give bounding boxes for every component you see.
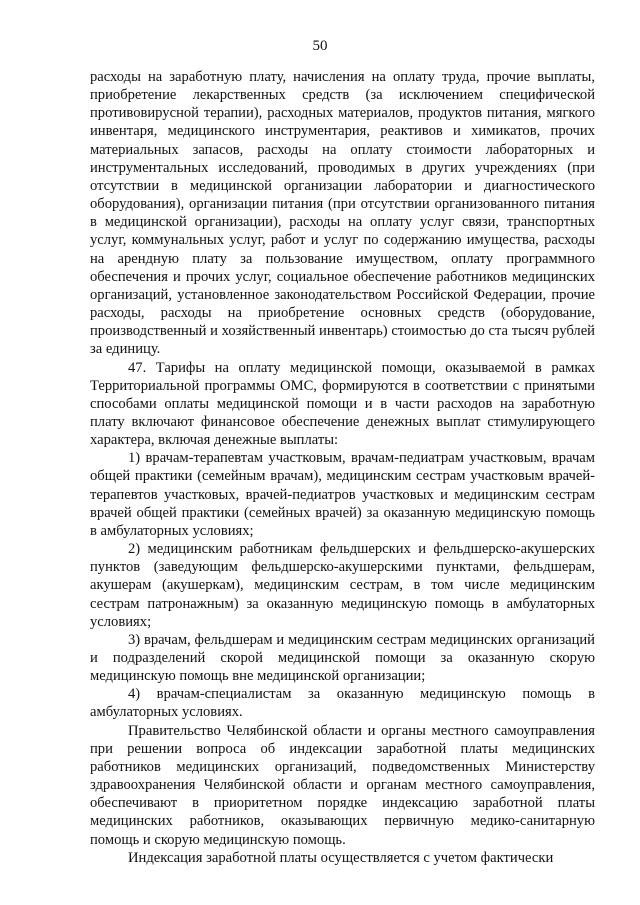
paragraph-item-47: 47. Тарифы на оплату медицинской помощи, оказываемой в рамках Территориальной программы ОМС, формируются в соответствии с принятыми способами оплаты медицинской помощи и в части расходов на заработную плату включают финансовое обеспечение денежных выплат стимулирующего характера, включая денежные выплаты: [90, 359, 595, 449]
paragraph-indexation-continued: Индексация заработной платы осуществляется с учетом фактически [128, 849, 554, 866]
list-item-3: 3) врачам, фельдшерам и медицинским сестрам медицинских организаций и подразделений скорой медицинской помощи за оказанную скорую медицинскую помощь вне медицинской организации; [90, 631, 595, 685]
paragraph-expenses-list: расходы на заработную плату, начисления на оплату труда, прочие выплаты, приобретение лекарственных средств (за исключением специфической противовирусной терапии), расходных материалов, продуктов питания, мягкого инвентаря, медицинского инструментария, реактивов и химикатов, прочих материальных запасов, расходы на оплату стоимости лабораторных и инструментальных исследований, проводимых в других учреждениях (при отсутствии в медицинской организации лаборатории и диагностического оборудования), организации питания (при отсутствии организованного питания в медицинской организации), расходы на оплату услуг связи, транспортных услуг, коммунальных услуг, работ и услуг по содержанию имущества, расходы на арендную плату за пользование имуществом, оплату программного обеспечения и прочих услуг, социальное обеспечение работников медицинских организаций, установленное законодательством Российской Федерации, прочие расходы, расходы на приобретение основных средств (оборудование, производственный и хозяйственный инвентарь) стоимостью до ста тысяч рублей за единицу. [90, 69, 595, 358]
page-number: 50 [312, 38, 328, 54]
paragraph-government-indexation: Правительство Челябинской области и органы местного самоуправления при решении вопроса об индексации заработной платы медицинских работников медицинских организаций, подведомственных Министерству здравоохранения Челябинской области и органам местного самоуправления, обеспечивают в приоритетном порядке индексацию заработной платы медицинских работников, оказывающих первичную медико-санитарную помощь и скорую медицинскую помощь. [90, 722, 595, 848]
document-body [90, 68, 595, 867]
list-item-1: 1) врачам-терапевтам участковым, врачам-педиатрам участковым, врачам общей практики (семейным врачам), медицинским сестрам участковым врачей-терапевтов участковых, врачей-педиатров участковых и медицинским сестрам врачей общей практики (семейных врачей) за оказанную медицинскую помощь в амбулаторных условиях; [90, 450, 595, 539]
list-item-4: 4) врачам-специалистам за оказанную медицинскую помощь в амбулаторных условиях. [90, 686, 595, 721]
list-item-2: 2) медицинским работникам фельдшерских и фельдшерско-акушерских пунктов (заведующим фельдшерско-акушерскими пунктами, фельдшерам, акушерам (акушеркам), медицинским сестрам, в том числе медицинским сестрам патронажным) за оказанную медицинскую помощь в амбулаторных условиях; [90, 541, 595, 630]
